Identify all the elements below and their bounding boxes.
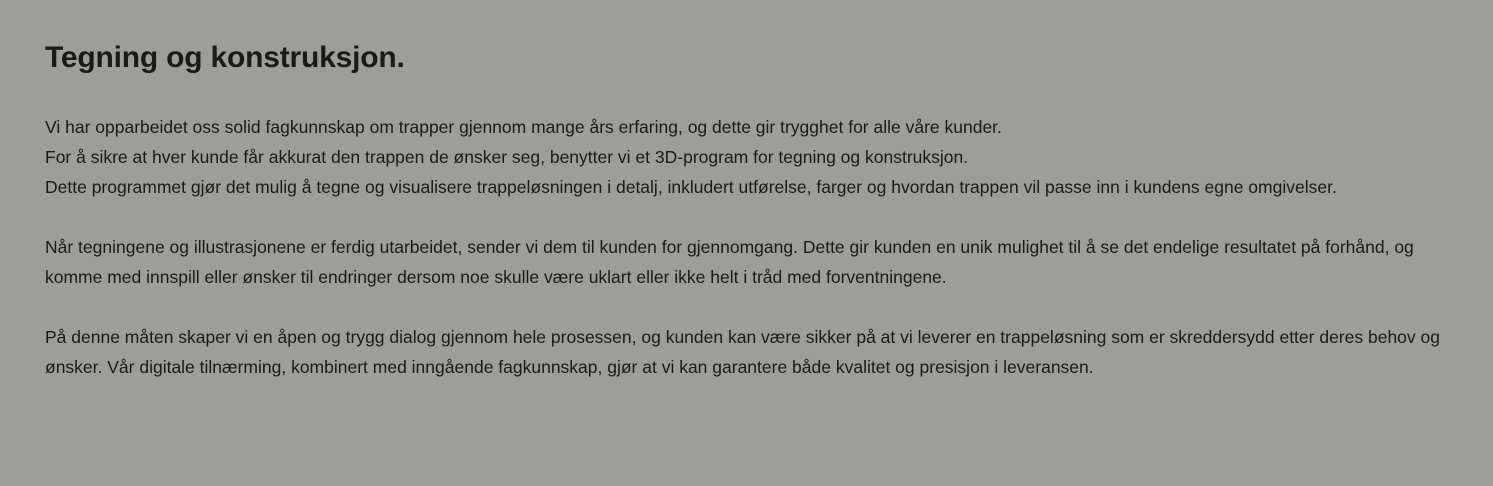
page-title: Tegning og konstruksjon. [45, 41, 405, 74]
paragraph-intro [45, 112, 1445, 202]
paragraph-line: For å sikre at hver kunde får akkurat den trappen de ønsker seg, benytter vi et 3D-program for tegning og konstruksjon. [45, 147, 969, 167]
paragraph-line: Når tegningene og illustrasjonene er ferdig utarbeidet, sender vi dem til kunden for gjennomgang. Dette gir kunden en unik mulighet til å se det endelige resultatet på forhånd, og komme med innspill eller ønsker til endringer dersom noe skulle være uklart eller ikke helt i tråd med forventningene. [45, 237, 1414, 287]
paragraph-dialog [45, 322, 1445, 382]
paragraph-line: På denne måten skaper vi en åpen og trygg dialog gjennom hele prosessen, og kunden kan være sikker på at vi leverer en trappeløsning som er skreddersydd etter deres behov og ønsker. Vår digitale tilnærming, kombinert med inngående fagkunnskap, gjør at vi kan garantere både kvalitet og presisjon i leveransen. [45, 327, 1440, 377]
paragraph-line: Vi har opparbeidet oss solid fagkunnskap om trapper gjennom mange års erfaring, og dette gir trygghet for alle våre kunder. [45, 117, 1002, 137]
paragraph-review [45, 232, 1445, 292]
paragraph-line: Dette programmet gjør det mulig å tegne og visualisere trappeløsningen i detalj, inkludert utførelse, farger og hvordan trappen vil passe inn i kundens egne omgivelser. [45, 177, 1337, 197]
